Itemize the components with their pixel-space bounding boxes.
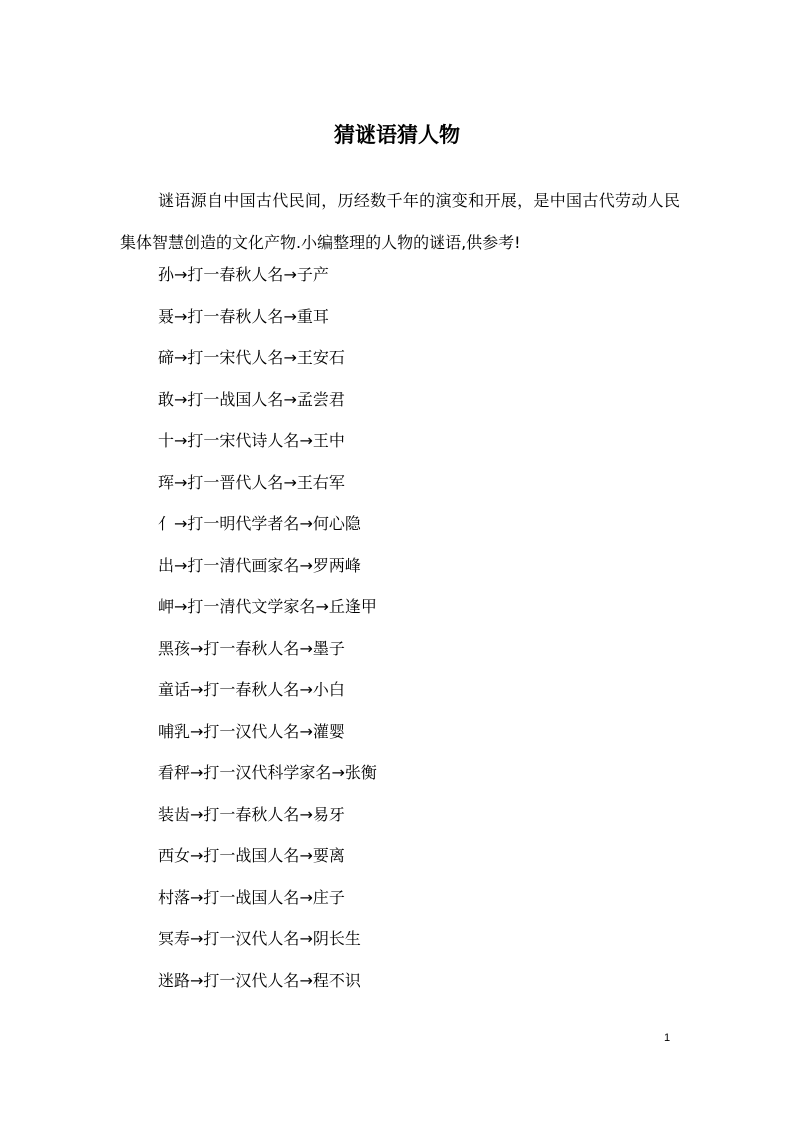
riddle-item (158, 262, 377, 304)
riddle-clue: 黑孩 (158, 638, 191, 658)
riddle-answer: 丘逢甲 (328, 597, 377, 616)
right-arrow-icon: → (174, 472, 188, 492)
riddle-item (158, 802, 377, 844)
riddle-item (158, 553, 377, 595)
riddle-clue: 冥寿 (158, 929, 191, 948)
right-arrow-icon: → (299, 514, 313, 533)
right-arrow-icon: → (283, 265, 297, 284)
riddle-answer: 张衡 (344, 763, 377, 782)
riddle-answer: 王右军 (296, 472, 345, 492)
riddle-clue: 珲 (158, 472, 175, 492)
riddle-hint: 打一战国人名 (187, 389, 284, 409)
riddle-item (158, 345, 377, 387)
riddle-answer: 何心隐 (312, 514, 361, 533)
riddle-answer: 小白 (312, 680, 345, 699)
riddle-hint: 打一战国人名 (203, 887, 300, 907)
right-arrow-icon: → (283, 348, 297, 367)
right-arrow-icon: → (299, 929, 313, 948)
riddle-clue: 岬 (158, 597, 175, 616)
riddle-item (158, 304, 377, 346)
riddle-clue: 出 (158, 555, 175, 575)
right-arrow-icon: → (190, 721, 204, 741)
riddle-clue: 亻 (158, 514, 175, 533)
right-arrow-icon: → (174, 348, 188, 367)
riddle-hint: 打一汉代人名 (203, 929, 300, 948)
riddle-hint: 打一春秋人名 (203, 638, 300, 658)
riddle-clue: 迷路 (158, 970, 191, 990)
right-arrow-icon: → (190, 887, 204, 907)
right-arrow-icon: → (299, 887, 313, 907)
right-arrow-icon: → (174, 514, 188, 533)
riddle-clue: 十 (158, 431, 175, 450)
right-arrow-icon: → (174, 265, 188, 284)
page-title: 猜谜语猜人物 (334, 122, 460, 147)
right-arrow-icon: → (190, 638, 204, 658)
riddle-answer: 王安石 (296, 348, 345, 367)
riddle-item (158, 843, 377, 885)
right-arrow-icon: → (174, 555, 188, 575)
riddle-clue: 童话 (158, 680, 191, 699)
riddle-item (158, 387, 377, 429)
riddle-item (158, 885, 377, 927)
riddle-answer: 易牙 (312, 804, 345, 824)
riddle-hint: 打一汉代科学家名 (203, 763, 332, 782)
right-arrow-icon: → (190, 970, 204, 990)
right-arrow-icon: → (299, 555, 313, 575)
riddle-list (158, 262, 377, 1009)
riddle-answer: 灌婴 (312, 721, 345, 741)
right-arrow-icon: → (174, 597, 188, 616)
riddle-item (158, 470, 377, 512)
riddle-hint: 打一春秋人名 (187, 265, 284, 284)
right-arrow-icon: → (331, 763, 345, 782)
right-arrow-icon: → (190, 804, 204, 824)
right-arrow-icon: → (299, 846, 313, 865)
riddle-hint: 打一明代学者名 (187, 514, 300, 533)
right-arrow-icon: → (299, 680, 313, 699)
riddle-hint: 打一宋代诗人名 (187, 431, 300, 450)
riddle-clue: 孙 (158, 265, 175, 284)
riddle-item (158, 594, 377, 636)
riddle-answer: 罗两峰 (312, 555, 361, 575)
riddle-answer: 重耳 (296, 306, 329, 326)
riddle-answer: 孟尝君 (296, 389, 345, 409)
riddle-item (158, 428, 377, 470)
riddle-hint: 打一清代文学家名 (187, 597, 316, 616)
intro-paragraph: 谜语源自中国古代民间，历经数千年的演变和开展，是中国古代劳动人民集体智慧创造的文化产物.小编整理的人物的谜语,供参考! (120, 191, 680, 252)
riddle-item (158, 926, 377, 968)
riddle-item (158, 511, 377, 553)
riddle-hint: 打一战国人名 (203, 846, 300, 865)
page-number: 1 (664, 1032, 671, 1044)
riddle-hint: 打一汉代人名 (203, 970, 300, 990)
riddle-answer: 墨子 (312, 638, 345, 658)
riddle-answer: 程不识 (312, 970, 361, 990)
right-arrow-icon: → (283, 389, 297, 409)
riddle-answer: 子产 (296, 265, 329, 284)
right-arrow-icon: → (283, 306, 297, 326)
riddle-hint: 打一晋代人名 (187, 472, 284, 492)
right-arrow-icon: → (174, 431, 188, 450)
riddle-item (158, 677, 377, 719)
right-arrow-icon: → (299, 721, 313, 741)
right-arrow-icon: → (190, 846, 204, 865)
riddle-hint: 打一春秋人名 (203, 680, 300, 699)
right-arrow-icon: → (299, 970, 313, 990)
riddle-clue: 西女 (158, 846, 191, 865)
right-arrow-icon: → (299, 804, 313, 824)
riddle-item (158, 968, 377, 1010)
right-arrow-icon: → (283, 472, 297, 492)
riddle-clue: 看秤 (158, 763, 191, 782)
riddle-hint: 打一春秋人名 (187, 306, 284, 326)
riddle-hint: 打一宋代人名 (187, 348, 284, 367)
right-arrow-icon: → (299, 638, 313, 658)
riddle-hint: 打一汉代人名 (203, 721, 300, 741)
right-arrow-icon: → (190, 763, 204, 782)
riddle-item (158, 760, 377, 802)
riddle-item (158, 719, 377, 761)
riddle-clue: 装齿 (158, 804, 191, 824)
riddle-clue: 哺乳 (158, 721, 191, 741)
right-arrow-icon: → (190, 680, 204, 699)
riddle-answer: 要离 (312, 846, 345, 865)
riddle-item (158, 636, 377, 678)
riddle-clue: 村落 (158, 887, 191, 907)
right-arrow-icon: → (174, 306, 188, 326)
riddle-hint: 打一春秋人名 (203, 804, 300, 824)
riddle-answer: 王中 (312, 431, 345, 450)
riddle-answer: 庄子 (312, 887, 345, 907)
riddle-clue: 聂 (158, 306, 175, 326)
riddle-hint: 打一清代画家名 (187, 555, 300, 575)
right-arrow-icon: → (174, 389, 188, 409)
riddle-clue: 敢 (158, 389, 175, 409)
riddle-clue: 碲 (158, 348, 175, 367)
riddle-answer: 阴长生 (312, 929, 361, 948)
right-arrow-icon: → (190, 929, 204, 948)
right-arrow-icon: → (315, 597, 329, 616)
right-arrow-icon: → (299, 431, 313, 450)
